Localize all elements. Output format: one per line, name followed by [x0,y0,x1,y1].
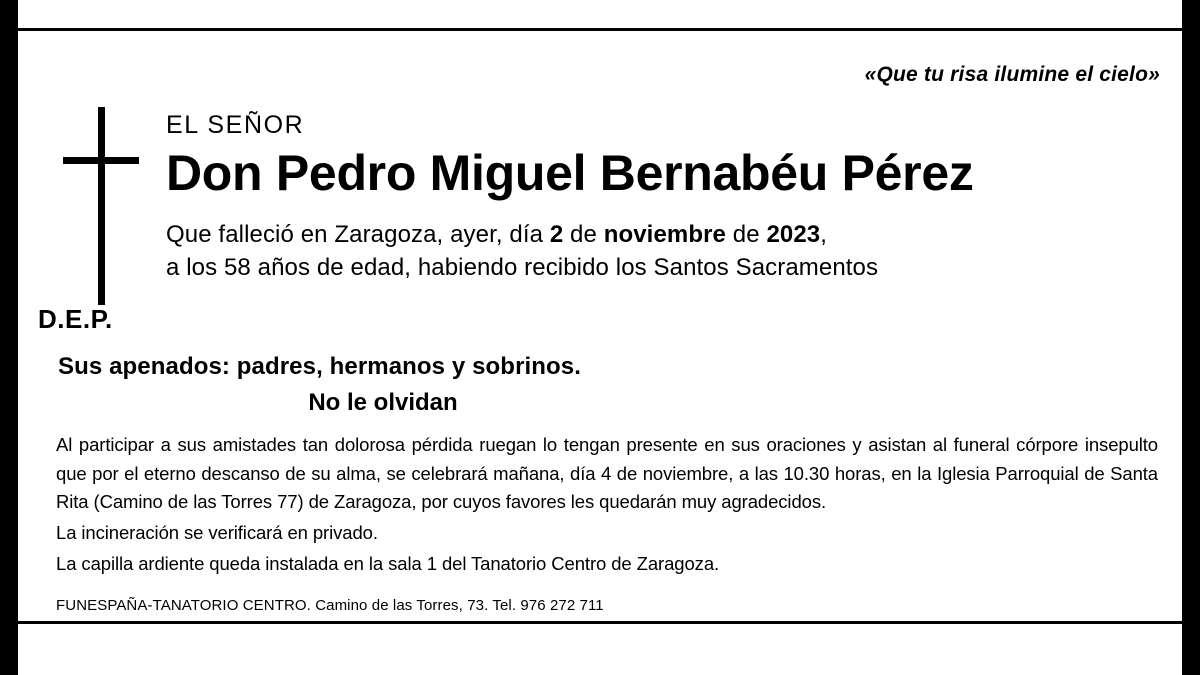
obituary-notice-card [18,28,1182,624]
cross-vertical-bar [98,107,105,305]
funeral-details-block [56,431,1158,578]
cremation-paragraph: La incineración se verificará en privado. [56,522,378,544]
notice-body-column [166,111,1166,284]
death-line-mid2: de [726,221,767,248]
epitaph-quote: «Que tu risa ilumine el cielo» [864,63,1160,86]
death-day: 2 [549,221,564,248]
death-line-suffix: , [820,221,828,248]
death-month: noviembre [603,221,726,248]
right-edge-bar [1182,0,1200,675]
funeral-home-footer: FUNESPAÑA-TANATORIO CENTRO. Camino de las Torres, 73. Tel. 976 272 711 [56,597,604,614]
chapel-paragraph: La capilla ardiente queda instalada en la sala 1 del Tanatorio Centro de Zaragoza. [56,552,720,574]
dep-abbreviation: D.E.P. [38,304,113,334]
mourners-block [58,353,1148,417]
death-date-line [166,218,1166,251]
death-year: 2023 [766,221,821,248]
age-sacraments-line: a los 58 años de edad, habiendo recibido los Santos Sacramentos [166,254,879,282]
deceased-name: Don Pedro Miguel Bernabéu Pérez [166,145,974,201]
death-line-mid: de [563,221,604,248]
left-edge-bar [0,0,18,675]
mourners-remembrance: No le olvidan [308,389,458,416]
cross-horizontal-bar [63,157,139,164]
mourners-list: Sus apenados: padres, hermanos y sobrinos. [58,353,582,380]
salutation-label: EL SEÑOR [166,111,305,139]
death-line-prefix: Que falleció en Zaragoza, ayer, día [166,221,550,248]
funeral-main-paragraph: Al participar a sus amistades tan dolorosa pérdida ruegan lo tengan presente en sus oraciones y asistan al funeral córpore insepulto que por el eterno descanso de su alma, se celebrará mañana, día 4 de noviembre, a las 10.30 horas, en la Iglesia Parroquial de Santa Rita (Camino de las Torres 77) de Zaragoza, por cuyos favores les quedarán muy agradecidos. [56,434,1158,513]
cross-icon [38,89,148,334]
